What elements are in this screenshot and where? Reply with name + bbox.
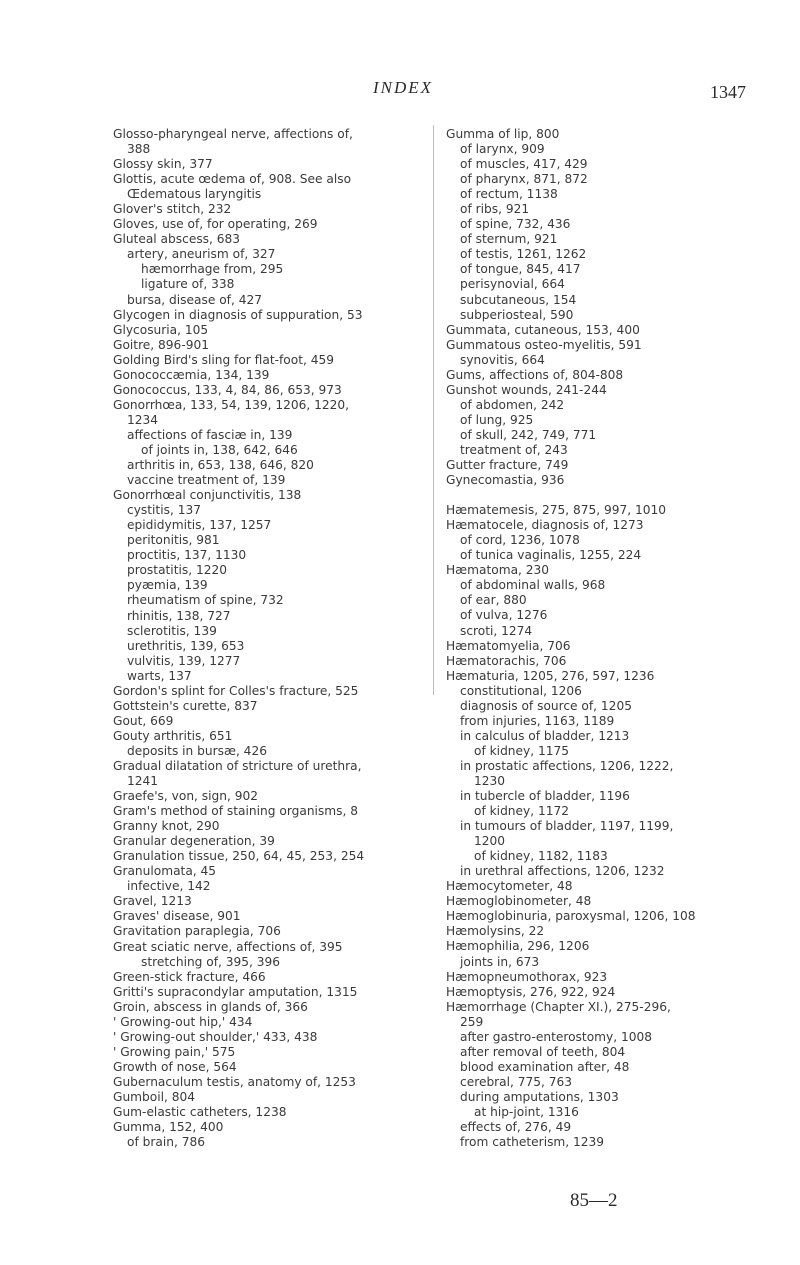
index-entry: blood examination after, 48 [460,1059,630,1074]
index-entry: 1241 [127,774,159,789]
index-entry: bursa, disease of, 427 [127,292,262,307]
index-entry: of brain, 786 [127,1135,205,1150]
index-entry: cystitis, 137 [127,503,201,518]
index-entry: Gums, affections of, 804-808 [446,367,624,382]
index-entry: of abdomen, 242 [460,397,565,412]
index-entry: of ribs, 921 [460,202,530,217]
index-entry: Granulomata, 45 [113,864,217,879]
index-entry: Granulation tissue, 250, 64, 45, 253, 254 [113,849,365,864]
index-entry: Gonococcæmia, 134, 139 [113,367,270,382]
index-entry: of skull, 242, 749, 771 [460,427,597,442]
index-entry: Gravel, 1213 [113,894,192,909]
index-entry: from injuries, 1163, 1189 [460,713,615,728]
index-entry: Granular degeneration, 39 [113,834,275,849]
index-entry: Gummata, cutaneous, 153, 400 [446,322,640,337]
index-entry: Glosso-pharyngeal nerve, affections of, [113,127,353,141]
index-entry: Gluteal abscess, 683 [113,232,241,247]
index-entry: of sternum, 921 [460,232,558,247]
index-entry: Hæmopneumothorax, 923 [446,969,608,984]
index-entry: Gram's method of staining organisms, 8 [113,804,358,819]
page-title: INDEX [373,78,434,97]
index-entry: peritonitis, 981 [127,533,220,548]
index-entry: from catheterism, 1239 [460,1135,605,1150]
index-entry: stretching of, 395, 396 [141,954,281,969]
index-entry: rhinitis, 138, 727 [127,608,231,623]
index-entry: Hæmatorachis, 706 [446,653,567,668]
index-entry: Gumma of lip, 800 [446,127,560,141]
index-entry: ' Growing-out hip,' 434 [113,1014,253,1029]
index-entry: Glottis, acute œdema of, 908. See also [113,172,352,187]
index-entry: effects of, 276, 49 [460,1120,572,1135]
index-entry: in urethral affections, 1206, 1232 [460,864,665,879]
index-entry: Hæmoglobinuria, paroxysmal, 1206, 108 [446,909,696,924]
index-entry: of joints in, 138, 642, 646 [141,442,298,457]
index-entry: Œdematous laryngitis [127,187,262,202]
index-entry: of tunica vaginalis, 1255, 224 [460,548,642,563]
index-entry: of muscles, 417, 429 [460,157,588,172]
index-entry: 1200 [474,834,506,849]
signature-mark: 85—2 [570,1190,618,1211]
index-entry: Glycosuria, 105 [113,322,209,337]
index-entry: Gravitation paraplegia, 706 [113,924,281,939]
index-entry: Gonorrhœal conjunctivitis, 138 [113,488,302,503]
index-entry: Hæmolysins, 22 [446,924,545,939]
index-entry: perisynovial, 664 [460,277,565,292]
column-divider [433,125,434,695]
index-entry: Gubernaculum testis, anatomy of, 1253 [113,1074,356,1089]
index-entry: Hæmatoma, 230 [446,563,550,578]
index-entry: Hæmoglobinometer, 48 [446,894,592,909]
index-entry: Gritti's supracondylar amputation, 1315 [113,984,358,999]
index-entry: Glover's stitch, 232 [113,202,232,217]
index-entry: Gumma, 152, 400 [113,1120,224,1135]
page-number: 1347 [710,82,746,102]
index-entry: Hæmatemesis, 275, 875, 997, 1010 [446,503,666,518]
index-entry: Gouty arthritis, 651 [113,728,233,743]
index-entry: of kidney, 1182, 1183 [474,849,608,864]
index-entry: constitutional, 1206 [460,683,582,698]
index-entry: arthritis in, 653, 138, 646, 820 [127,458,314,473]
index-entry: during amputations, 1303 [460,1089,619,1104]
index-entry: in prostatic affections, 1206, 1222, [460,758,674,773]
index-entry: infective, 142 [127,879,211,894]
index-entry: in tumours of bladder, 1197, 1199, [460,819,674,834]
index-entry: 259 [460,1014,484,1029]
index-column-left [113,127,493,1150]
index-entry: Hæmorrhage (Chapter XI.), 275-296, [446,999,671,1014]
index-entry: of vulva, 1276 [460,608,548,623]
index-entry: vaccine treatment of, 139 [127,473,286,488]
index-entry: Hæmaturia, 1205, 276, 597, 1236 [446,668,655,683]
index-entry: ' Growing pain,' 575 [113,1044,236,1059]
index-entry: Hæmophilia, 296, 1206 [446,939,590,954]
index-entry: of testis, 1261, 1262 [460,247,587,262]
page-header [0,78,800,108]
index-entry: 1234 [127,412,159,427]
index-entry: Gutter fracture, 749 [446,458,569,473]
index-entry: Gonococcus, 133, 4, 84, 86, 653, 973 [113,382,342,397]
index-entry: subcutaneous, 154 [460,292,577,307]
index-entry: Gummatous osteo-myelitis, 591 [446,337,642,352]
index-entry: of abdominal walls, 968 [460,578,606,593]
index-entry: after removal of teeth, 804 [460,1044,626,1059]
index-entry: Gloves, use of, for operating, 269 [113,217,318,232]
index-entry: of cord, 1236, 1078 [460,533,580,548]
index-entry: Hæmatocele, diagnosis of, 1273 [446,518,644,533]
index-entry: urethritis, 139, 653 [127,638,245,653]
index-entry: Growth of nose, 564 [113,1059,237,1074]
index-entry: Granny knot, 290 [113,819,220,834]
index-entry: Gout, 669 [113,713,174,728]
index-entry: 1230 [474,773,506,788]
index-entry: 388 [127,142,151,157]
index-entry: of tongue, 845, 417 [460,262,581,277]
index-entry: Graefe's, von, sign, 902 [113,789,259,804]
index-entry: Glycogen in diagnosis of suppuration, 53 [113,307,363,322]
index-entry: artery, aneurism of, 327 [127,247,276,262]
index-entry: Gonorrhœa, 133, 54, 139, 1206, 1220, [113,397,350,412]
index-entry: cerebral, 775, 763 [460,1074,573,1089]
index-entry: Hæmoptysis, 276, 922, 924 [446,984,616,999]
index-entry: epididymitis, 137, 1257 [127,518,272,533]
index-entry: Graves' disease, 901 [113,909,241,924]
index-column-right [446,127,776,1150]
index-entry: hæmorrhage from, 295 [141,262,284,277]
index-entry: Gunshot wounds, 241-244 [446,382,607,397]
index-entry: of kidney, 1175 [474,743,570,758]
section-gap [446,488,776,503]
index-entry: joints in, 673 [460,954,540,969]
index-entry: ' Growing-out shoulder,' 433, 438 [113,1029,318,1044]
index-entry: scroti, 1274 [460,623,533,638]
index-entry: Hæmocytometer, 48 [446,879,573,894]
index-entry: Goitre, 896-901 [113,337,209,352]
index-entry: synovitis, 664 [460,352,545,367]
index-entry: pyæmia, 139 [127,578,208,593]
index-entry: Golding Bird's sling for flat-foot, 459 [113,352,334,367]
index-entry: treatment of, 243 [460,442,568,457]
index-entry: of kidney, 1172 [474,804,570,819]
index-entry: deposits in bursæ, 426 [127,743,267,758]
index-entry: Gumboil, 804 [113,1090,196,1104]
index-entry: rheumatism of spine, 732 [127,593,284,608]
index-entry: vulvitis, 139, 1277 [127,653,241,668]
index-entry: diagnosis of source of, 1205 [460,698,632,713]
index-entry: Great sciatic nerve, affections of, 395 [113,939,343,954]
index-entry: proctitis, 137, 1130 [127,548,247,563]
index-entry: Hæmatomyelia, 706 [446,638,571,653]
index-entry: of spine, 732, 436 [460,217,571,232]
index-entry: Glossy skin, 377 [113,157,213,172]
index-entry: Gynecomastia, 936 [446,473,565,488]
index-entry: in tubercle of bladder, 1196 [460,789,630,804]
index-entry: of pharynx, 871, 872 [460,172,588,187]
index-entry: after gastro-enterostomy, 1008 [460,1029,652,1044]
index-entry: subperiosteal, 590 [460,307,574,322]
index-entry: prostatitis, 1220 [127,563,227,578]
index-entry: Green-stick fracture, 466 [113,969,266,984]
index-entry: ligature of, 338 [141,277,235,292]
index-entry: in calculus of bladder, 1213 [460,728,630,743]
index-entry: affections of fasciæ in, 139 [127,427,293,442]
index-entry: Gottstein's curette, 837 [113,698,258,713]
index-entry: of lung, 925 [460,412,534,427]
index-entry: of rectum, 1138 [460,187,558,202]
index-entry: Groin, abscess in glands of, 366 [113,999,308,1014]
index-entry: sclerotitis, 139 [127,623,217,638]
index-entry: of larynx, 909 [460,142,545,157]
index-entry: warts, 137 [127,668,192,683]
index-entry: at hip-joint, 1316 [474,1105,579,1119]
index-entry: Gradual dilatation of stricture of urethra, [113,758,362,773]
index-entry: of ear, 880 [460,593,527,608]
index-entry: Gordon's splint for Colles's fracture, 525 [113,683,359,698]
index-entry: Gum-elastic catheters, 1238 [113,1105,287,1120]
